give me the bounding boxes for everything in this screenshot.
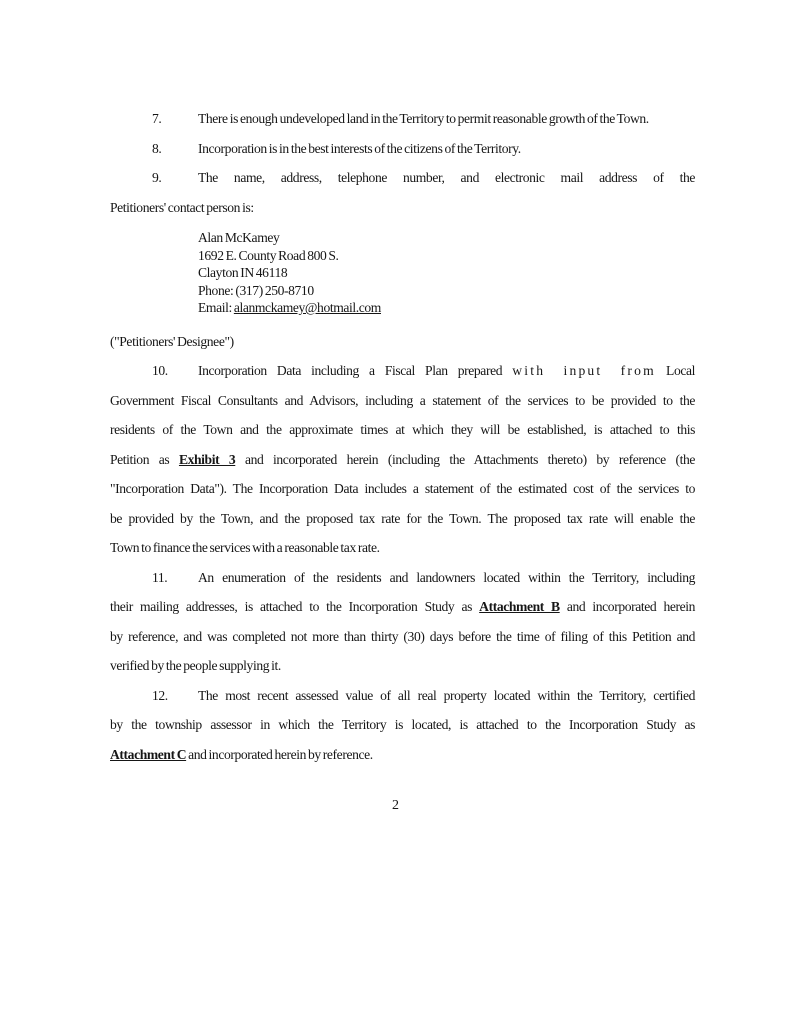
text-line [110,710,695,740]
contact-line [198,282,695,300]
paragraph-11 [110,563,695,681]
text-line [110,386,695,416]
contact-address-line-2: Clayton IN 46118 [198,265,288,280]
text-line [110,622,695,652]
text-segment: by reference, and was completed not more than thirty (30) days before the time of filing of this Petition and [110,628,695,644]
paragraph-7 [110,104,695,134]
text-line [110,504,695,534]
text-line [110,163,695,193]
text-segment: Petition as [110,451,179,467]
attachment-c-reference: Attachment C [110,746,187,762]
text-segment: The name, address, telephone number, and electronic mail address of the [198,170,695,185]
email-address: alanmckamey@hotmail.com [233,300,381,315]
paragraph-10 [110,356,695,563]
text-line [110,327,695,357]
paragraph-number: 11. [152,569,168,585]
designee-note [110,327,695,357]
text-line [110,193,695,223]
text-segment: verified by the people supplying it. [110,658,281,673]
text-line [110,533,695,563]
text-line [110,104,695,134]
text-segment: An enumeration of the residents and landowners located within the Territory, including [198,569,695,585]
text-line [110,651,695,681]
text-segment: ("Petitioners' Designee") [110,333,234,349]
contact-info [198,229,695,317]
text-segment: Government Fiscal Consultants and Advisors, including a statement of the services to be provided to the [110,392,695,408]
page-number: 2 [392,798,399,813]
text-segment: Petitioners' contact person is: [110,199,254,215]
text-segment: Incorporation is in the best interests of the citizens of the Territory. [198,140,521,156]
text-segment: The most recent assessed value of all real property located within the Territory, certified [198,687,695,703]
paragraph-number: 7. [152,111,162,126]
email-label: Email: [198,300,234,315]
text-segment: Local [655,363,695,378]
text-segment: their mailing addresses, is attached to the Incorporation Study as [110,599,480,614]
text-segment: residents of the Town and the approximate times at which they will be established, is attached to this [110,422,695,437]
text-line [110,474,695,504]
text-line [110,134,695,164]
text-segment: and incorporated herein (including the Attachments thereto) by reference (the [235,451,695,467]
text-line [110,592,695,622]
attachment-b-reference: Attachment B [479,599,560,614]
contact-line [198,299,695,317]
contact-line [198,229,695,247]
text-segment: There is enough undeveloped land in the Territory to permit reasonable growth of the Town. [198,111,649,126]
phone-label: Phone: [198,282,236,298]
text-line [110,681,695,711]
text-segment: and incorporated herein [559,599,696,614]
contact-line [198,247,695,265]
text-line [110,415,695,445]
text-segment: and incorporated herein by reference. [186,746,373,762]
text-segment: Town to finance the services with a reasonable tax rate. [110,540,380,555]
text-line [110,445,695,475]
text-segment: Incorporation Data including a Fiscal Plan prepared [198,363,513,378]
text-line [110,740,695,770]
spaced-text: with input from [512,363,656,378]
text-segment: be provided by the Town, and the proposed tax rate for the Town. The proposed tax rate will enable the [110,510,695,526]
exhibit-3-reference: Exhibit 3 [178,451,236,467]
paragraph-9 [110,163,695,222]
text-line [110,356,695,386]
paragraph-12 [110,681,695,770]
paragraph-number: 8. [152,140,162,156]
contact-line [198,264,695,282]
text-line [110,563,695,593]
paragraph-number: 12. [152,687,168,703]
contact-address-line-1: 1692 E. County Road 800 S. [198,247,339,263]
text-segment: "Incorporation Data"). The Incorporation Data includes a statement of the estimated cost of the services to [110,481,695,496]
paragraph-8 [110,134,695,164]
phone-number: (317) 250-8710 [235,282,314,298]
text-segment: by the township assessor in which the Territory is located, is attached to the Incorporation Study as [110,717,695,732]
contact-name: Alan McKamey [198,230,280,245]
paragraph-number: 9. [152,170,162,185]
paragraph-number: 10. [152,363,168,378]
